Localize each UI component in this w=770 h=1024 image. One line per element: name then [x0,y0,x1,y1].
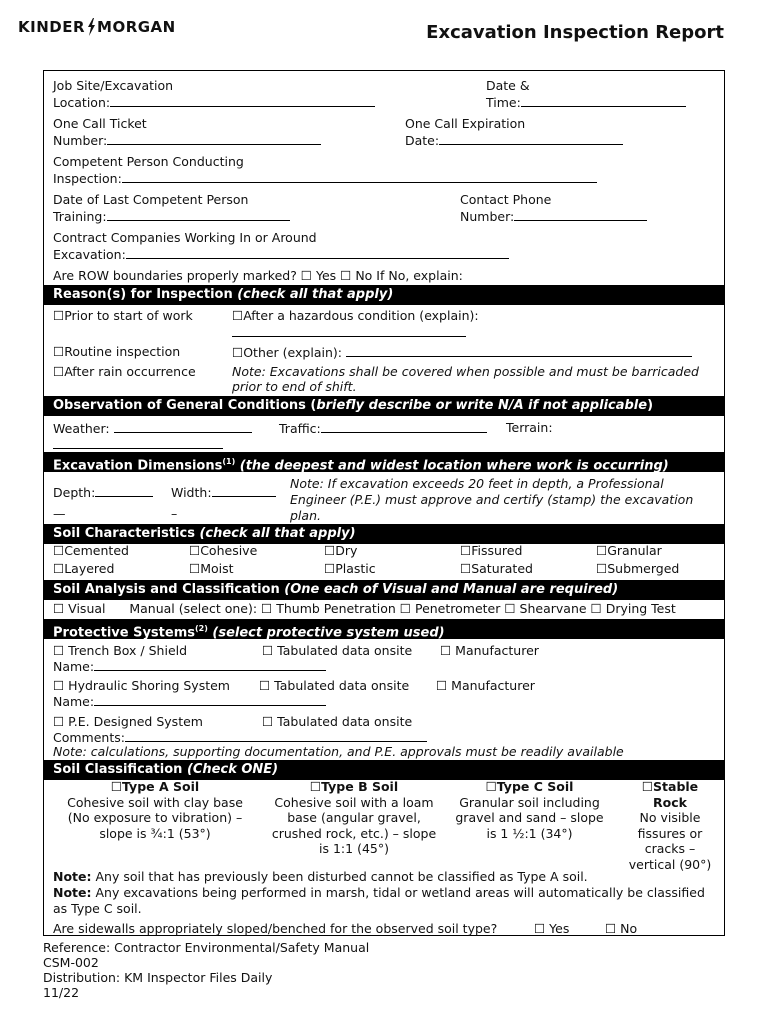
tabulated-data-checkbox-1[interactable]: ☐ Tabulated data onsite [262,643,413,658]
soil-characteristics-heading: Soil Characteristics (check all that apply) [43,524,725,544]
contract-label: Contract Companies Working In or Around [53,230,317,245]
comments-field[interactable]: Comments: [53,729,427,746]
reason-prior-checkbox[interactable]: ☐Prior to start of work [53,308,193,323]
manufacturer-checkbox-1[interactable]: ☐ Manufacturer [440,643,539,658]
tabulated-data-checkbox-2[interactable]: ☐ Tabulated data onsite [259,678,410,693]
stable-rock-title: ☐Stable Rock [641,779,699,810]
one-call-label: One Call Ticket [53,116,147,131]
date-time-label: Date & [486,78,530,93]
soil-moist-checkbox[interactable]: ☐Moist [189,561,234,576]
manufacturer-name-field-1[interactable]: Name: [53,658,326,675]
soil-layered-checkbox[interactable]: ☐Layered [53,561,115,576]
sidewalls-no-checkbox[interactable]: ☐ No [605,921,638,936]
dimensions-note-line2: Engineer (P.E.) must approve and certify (stamp) the excavation [290,492,694,507]
hydraulic-shoring-checkbox[interactable]: ☐ Hydraulic Shoring System [53,678,230,693]
soil-cohesive-checkbox[interactable]: ☐Cohesive [189,543,258,558]
phone-field[interactable]: Number: [460,208,647,225]
job-site-label: Job Site/Excavation [53,78,174,93]
reason-routine-checkbox[interactable]: ☐Routine inspection [53,344,181,359]
phone-label: Contact Phone [460,192,552,207]
soil-submerged-checkbox[interactable]: ☐Submerged [596,561,680,576]
page-title: Excavation Inspection Report [426,22,724,43]
sidewalls-question: Are sidewalls appropriately sloped/benched for the observed soil type? [53,921,498,936]
width-dash: – [171,506,178,521]
footer-reference: Reference: Contractor Environmental/Safety Manual [43,940,370,955]
type-c-desc: Granular soil including gravel and sand – slope is 1 ½:1 (34°) [455,794,604,841]
soil-granular-checkbox[interactable]: ☐Granular [596,543,662,558]
lightning-bolt-icon [86,18,96,36]
expiration-field[interactable]: Date: [405,132,623,149]
protective-note: Note: calculations, supporting documentation, and P.E. approvals must be readily available [53,744,624,759]
row-boundaries-question[interactable]: Are ROW boundaries properly marked? ☐ Yes ☐ No If No, explain: [53,268,463,283]
logo-text-right: MORGAN [97,18,176,36]
competent-label: Competent Person Conducting [53,154,244,169]
tabulated-data-checkbox-3[interactable]: ☐ Tabulated data onsite [262,714,413,729]
manufacturer-name-field-2[interactable]: Name: [53,693,326,710]
type-c-title: ☐Type C Soil [485,779,574,794]
width-field[interactable]: Width: [171,484,276,501]
footer-date: 11/22 [43,985,80,1000]
soil-note-1: Note: Any soil that has previously been disturbed cannot be classified as Type A soil. [53,869,588,884]
soil-analysis-options[interactable]: ☐ Visual Manual (select one): ☐ Thumb Penetration ☐ Penetrometer ☐ Shearvane ☐ Drying Test [53,601,676,616]
soil-plastic-checkbox[interactable]: ☐Plastic [324,561,376,576]
type-a-option[interactable] [60,779,250,841]
logo-text-left: KINDER [18,18,86,36]
footer [43,940,369,1000]
date-time-field[interactable]: Time: [486,94,686,111]
soil-analysis-heading: Soil Analysis and Classification (One each of Visual and Manual are required) [43,580,725,600]
traffic-field[interactable]: Traffic: [279,420,487,437]
stable-rock-option[interactable] [625,779,715,872]
type-b-title: ☐Type B Soil [309,779,399,794]
type-b-desc: Cohesive soil with a loam base (angular gravel, crushed rock, etc.) – slope is 1:1 (45°) [271,794,437,856]
type-a-title: ☐Type A Soil [110,779,200,794]
kinder-morgan-logo [18,18,176,36]
depth-dash: — [53,506,66,521]
footer-distribution: Distribution: KM Inspector Files Daily [43,970,273,985]
reasons-note-line2: prior to end of shift. [232,379,357,394]
soil-dry-checkbox[interactable]: ☐Dry [324,543,358,558]
hazardous-explain-line[interactable] [232,324,466,341]
competent-field[interactable]: Inspection: [53,170,597,187]
training-label: Date of Last Competent Person [53,192,249,207]
terrain-field[interactable]: Terrain: [506,420,553,435]
type-a-desc: Cohesive soil with clay base (No exposure to vibration) – slope is ¾:1 (53°) [67,794,243,841]
training-field[interactable]: Training: [53,208,290,225]
trench-box-checkbox[interactable]: ☐ Trench Box / Shield [53,643,188,658]
reasons-heading: Reason(s) for Inspection (check all that apply) [43,285,725,305]
type-b-option[interactable] [266,779,442,857]
soil-classification-heading: Soil Classification (Check ONE) [43,760,725,780]
expiration-label: One Call Expiration [405,116,526,131]
contract-field[interactable]: Excavation: [53,246,509,263]
dimensions-note-line1: Note: If excavation exceeds 20 feet in depth, a Professional [290,476,664,491]
manufacturer-checkbox-2[interactable]: ☐ Manufacturer [436,678,535,693]
soil-fissured-checkbox[interactable]: ☐Fissured [460,543,523,558]
reason-hazardous-checkbox[interactable]: ☐After a hazardous condition (explain): [232,308,479,323]
weather-extra-line[interactable] [53,436,223,453]
soil-cemented-checkbox[interactable]: ☐Cemented [53,543,129,558]
observation-heading: Observation of General Conditions (briefly describe or write N/A if not applicable) [43,396,725,416]
reason-other-checkbox[interactable]: ☐Other (explain): [232,344,692,361]
stable-rock-desc: No visible fissures or cracks – vertical (90°) [628,810,712,872]
weather-field[interactable]: Weather: [53,420,252,437]
protective-heading: Protective Systems$^{(2)}$ (select protective system used) [43,619,725,639]
dimensions-heading: Excavation Dimensions$^{(1)}$ (the deepest and widest location where work is occurring) [43,452,725,472]
type-c-option[interactable] [452,779,607,841]
reason-rain-checkbox[interactable]: ☐After rain occurrence [53,364,196,379]
job-site-field[interactable]: Location: [53,94,375,111]
pe-designed-checkbox[interactable]: ☐ P.E. Designed System [53,714,203,729]
depth-field[interactable]: Depth: [53,484,153,501]
reasons-note-line1: Note: Excavations shall be covered when possible and must be barricaded [232,364,699,379]
soil-note-2: Note: Any excavations being performed in marsh, tidal or wetland areas will automatically be classified as Type C soil. [53,885,705,916]
one-call-field[interactable]: Number: [53,132,321,149]
sidewalls-yes-checkbox[interactable]: ☐ Yes [534,921,570,936]
soil-saturated-checkbox[interactable]: ☐Saturated [460,561,533,576]
footer-code: CSM-002 [43,955,99,970]
dimensions-note-line3: plan. [290,508,321,523]
